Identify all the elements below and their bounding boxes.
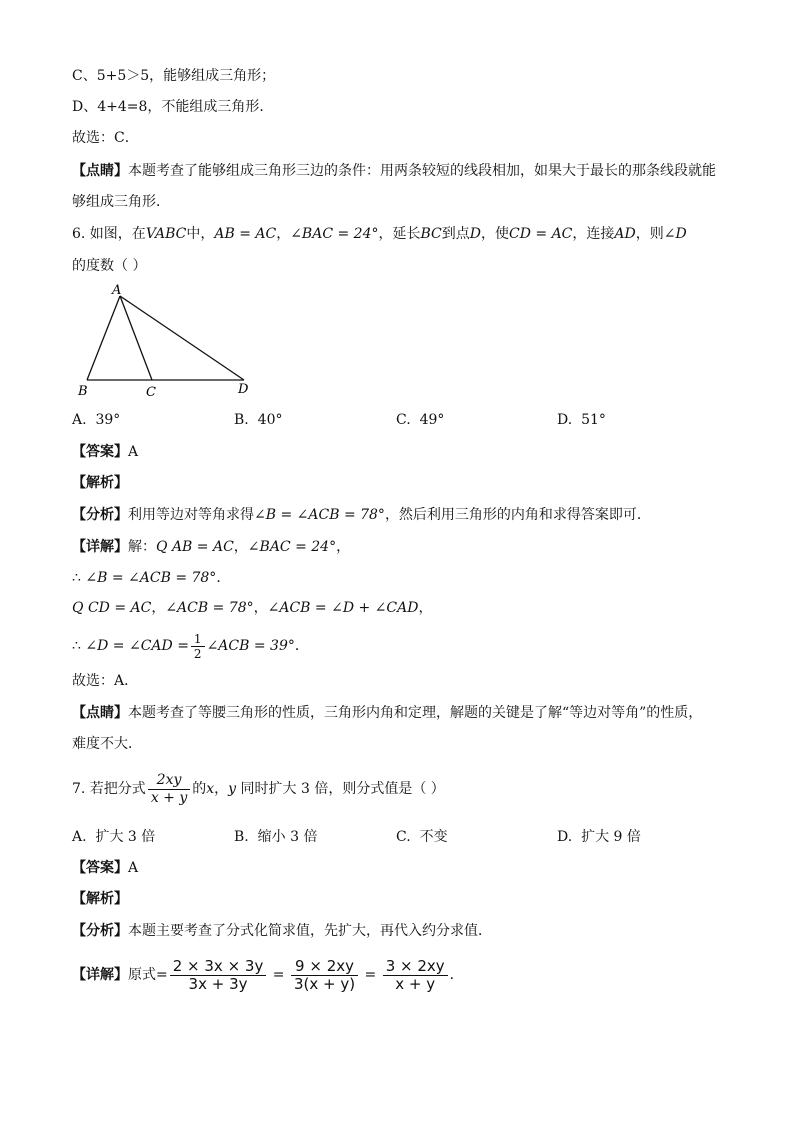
- step-eq: ∠D = ∠CAD =: [85, 638, 189, 654]
- answer-value: A: [128, 860, 139, 876]
- q6-point-d: D: [469, 226, 481, 242]
- d-option-line: D、4+4=8，不能组成三角形．: [72, 99, 274, 115]
- detail-eq: ∠BAC = 24°: [247, 539, 337, 555]
- fraction-denominator: 3(x + y): [293, 974, 356, 993]
- option-letter: D.: [557, 412, 573, 428]
- q6-text: ，连接: [572, 226, 615, 242]
- step-text: ．: [294, 638, 309, 654]
- q6-text: 中，: [186, 226, 215, 242]
- segment-ac: [120, 296, 152, 380]
- option-value: 缩小 3 倍: [257, 829, 318, 845]
- q7-text: ，: [214, 781, 229, 797]
- segment-ad: [120, 296, 244, 380]
- fenxi-text: 本题主要考查了分式化简求值，先扩大，再代入约分求值．: [128, 923, 492, 939]
- step-eq: CD = AC: [87, 600, 152, 616]
- q7-stem: [72, 770, 445, 808]
- step-text: ．: [216, 570, 231, 586]
- step-eq: ∠ACB = 78°: [165, 600, 254, 616]
- option-value: 51°: [581, 412, 606, 428]
- equals-sign: =: [272, 967, 285, 983]
- q6-text: ，使: [481, 226, 509, 242]
- fraction-numerator: 3 × 2xy: [383, 958, 448, 976]
- q7-option-a: [72, 827, 155, 847]
- answer-value: A: [128, 444, 139, 460]
- label-d: D: [238, 382, 249, 397]
- q6-option-a: [72, 410, 120, 430]
- option-value: 49°: [419, 412, 445, 428]
- fraction-denominator: 3x + 3y: [188, 974, 248, 993]
- fraction-denominator: x + y: [150, 789, 188, 806]
- fraction-numerator: 9 × 2xy: [291, 958, 358, 976]
- option-value: 扩大 9 倍: [581, 829, 641, 845]
- detail-tag: 【详解】: [72, 967, 128, 983]
- var-x: x: [206, 781, 215, 797]
- q7-option-b: [234, 827, 317, 847]
- q6-eq3: CD = AC: [509, 226, 573, 242]
- review-q5-line: [72, 161, 716, 181]
- q6-step2: [72, 598, 432, 618]
- option-value: 39°: [95, 412, 121, 428]
- fenxi-tag: 【分析】: [72, 507, 128, 523]
- option-letter: D.: [557, 829, 573, 845]
- q7-prefix: 7. 若把分式: [72, 781, 146, 797]
- q7-answer-line: [72, 858, 138, 878]
- q7-option-d: [557, 827, 641, 847]
- detail-text: ，: [336, 539, 351, 555]
- q6-text: ，则: [635, 226, 664, 242]
- fraction-numerator: 2 × 3x × 3y: [170, 958, 267, 976]
- q6-fenxi-line: [72, 505, 651, 525]
- q6-detail-line: [72, 537, 350, 557]
- detail-tag: 【详解】: [72, 539, 128, 555]
- detail-text: ，: [233, 539, 248, 555]
- label-b: B: [78, 384, 88, 399]
- q6-choose-line: 故选：A．: [72, 673, 139, 689]
- q6-option-c: [396, 410, 444, 430]
- fraction-denominator: 2: [193, 646, 202, 661]
- option-letter: A.: [72, 829, 87, 845]
- option-letter: C.: [396, 829, 411, 845]
- review-text: 本题考查了能够组成三角形三边的条件：用两条较短的线段相加，如果大于最长的那条线段就能: [128, 163, 716, 179]
- q7-detail-line: [72, 952, 464, 998]
- q6-step1: [72, 568, 230, 588]
- option-value: 不变: [419, 829, 448, 845]
- q7-analysis-tag: 【解析】: [72, 891, 128, 907]
- q6-eq2: ∠BAC = 24°: [290, 226, 379, 242]
- therefore-symbol: ∴: [72, 570, 81, 586]
- fenxi-eq: ∠B = ∠ACB = 78°: [254, 507, 385, 523]
- detail-fraction-3: [383, 958, 448, 993]
- option-value: 扩大 3 倍: [95, 829, 156, 845]
- answer-tag: 【答案】: [72, 860, 128, 876]
- half-fraction: [191, 632, 205, 661]
- q7-text: 同时扩大 3 倍，则分式值是（ ）: [240, 781, 445, 797]
- fraction-numerator: 1: [191, 632, 205, 647]
- fraction-denominator: x + y: [395, 974, 436, 993]
- q6-review-cont: 难度不大．: [72, 736, 142, 752]
- q6-bc: BC: [420, 226, 442, 242]
- detail-fraction-1: [170, 958, 267, 993]
- therefore-symbol: ∴: [72, 638, 81, 654]
- fenxi-text: ，然后利用三角形的内角和求得答案即可．: [384, 507, 651, 523]
- q7-option-c: [396, 827, 448, 847]
- fraction-numerator: 2xy: [148, 772, 190, 790]
- step-text: ，: [253, 600, 268, 616]
- review-tag: 【点睛】: [72, 705, 128, 721]
- label-c: C: [146, 385, 156, 400]
- equals-sign: =: [364, 967, 377, 983]
- answer-tag: 【答案】: [72, 444, 128, 460]
- q7-fenxi-line: [72, 921, 492, 941]
- option-letter: B.: [234, 829, 249, 845]
- review-tag: 【点睛】: [72, 163, 128, 179]
- q6-review-line: [72, 703, 702, 723]
- q6-analysis-tag: 【解析】: [72, 475, 128, 491]
- fenxi-text: 利用等边对等角求得: [128, 507, 254, 523]
- option-letter: C.: [396, 412, 411, 428]
- q6-prefix: 6. 如图，在: [72, 226, 146, 242]
- q6-text: ，: [276, 226, 291, 242]
- step-text: ，: [151, 600, 166, 616]
- q6-triangle: VABC: [145, 226, 187, 242]
- step-text: ，: [418, 600, 433, 616]
- q6-answer-line: [72, 442, 138, 462]
- detail-fraction-2: [291, 958, 358, 993]
- fenxi-tag: 【分析】: [72, 923, 128, 939]
- segment-ab: [87, 296, 120, 380]
- detail-text: 解：: [128, 539, 156, 555]
- step-eq: ∠ACB = 39°: [206, 638, 295, 654]
- option-value: 40°: [257, 412, 283, 428]
- because-symbol: Q: [156, 539, 168, 555]
- q6-text: 到点: [441, 226, 470, 242]
- q6-ad: AD: [614, 226, 636, 242]
- step-eq: ∠ACB = ∠D + ∠CAD: [267, 600, 419, 616]
- detail-eq: AB = AC: [171, 539, 234, 555]
- detail-text: 原式=: [128, 967, 168, 983]
- q6-angle-d: ∠D: [663, 226, 687, 242]
- option-letter: A.: [72, 412, 87, 428]
- q7-fraction: [148, 772, 190, 807]
- label-a: A: [112, 283, 122, 298]
- q6-stem: [72, 224, 687, 244]
- q6-option-b: [234, 410, 282, 430]
- step-eq: ∠B = ∠ACB = 78°: [85, 570, 217, 586]
- q6-text: ，延长: [378, 226, 421, 242]
- q6-step3: [72, 628, 309, 664]
- option-letter: B.: [234, 412, 249, 428]
- review-q5-cont: 够组成三角形．: [72, 194, 170, 210]
- choose-c-line: 故选：C．: [72, 130, 139, 146]
- triangle-figure: [72, 282, 262, 402]
- q7-text: 的: [192, 781, 207, 797]
- because-symbol: Q: [72, 600, 84, 616]
- q6-option-d: [557, 410, 606, 430]
- q6-stem-cont: 的度数（ ）: [72, 258, 147, 274]
- detail-text: ．: [449, 967, 464, 983]
- q6-eq1: AB = AC: [214, 226, 277, 242]
- c-option-line: C、5+5＞5，能够组成三角形；: [72, 68, 276, 84]
- var-y: y: [228, 781, 237, 797]
- review-text: 本题考查了等腰三角形的性质，三角形内角和定理，解题的关键是了解“等边对等角”的性质，: [128, 705, 703, 721]
